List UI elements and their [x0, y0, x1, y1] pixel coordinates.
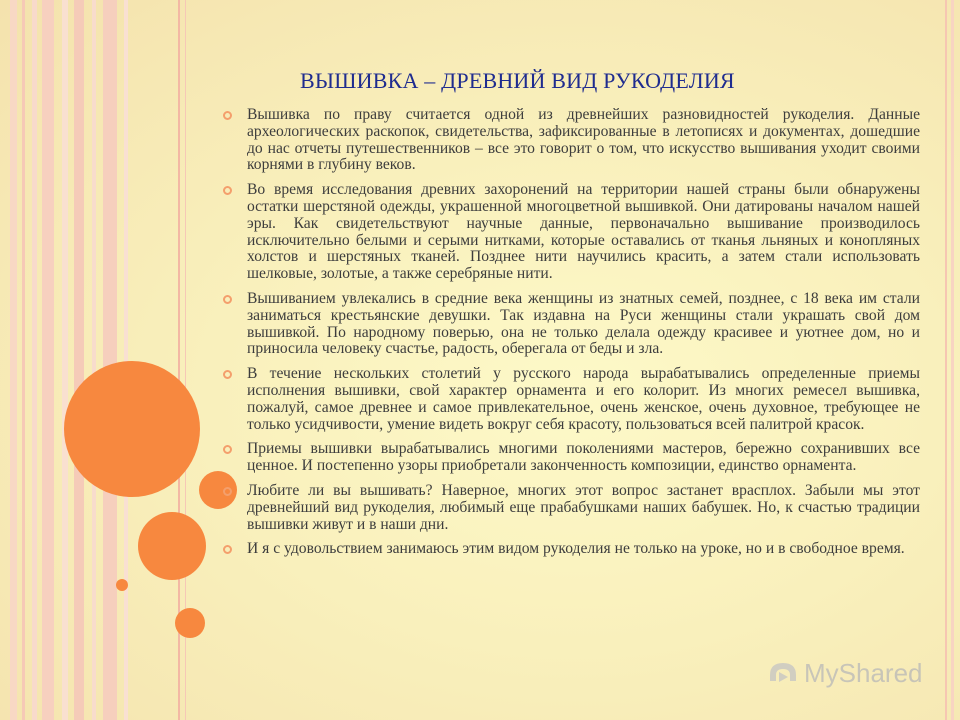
- stripe: [103, 0, 117, 720]
- paragraph: [222, 483, 920, 533]
- paragraph: [222, 541, 920, 558]
- bullet-ring-icon: [223, 487, 232, 496]
- stripe: [22, 0, 25, 720]
- myshared-logo-icon: [766, 659, 800, 689]
- watermark: [766, 658, 923, 689]
- paragraph: [222, 441, 920, 475]
- slide-title: ВЫШИВКА – ДРЕВНИЙ ВИД РУКОДЕЛИЯ: [300, 68, 735, 93]
- stripe: [74, 0, 84, 720]
- paragraph: [222, 291, 920, 358]
- bullet-ring-icon: [223, 111, 232, 120]
- decor-circle-small: [175, 608, 205, 638]
- paragraph: [222, 182, 920, 283]
- watermark-text: MyShared: [804, 658, 923, 688]
- paragraph-text: Во время исследования древних захоронений на территории нашей страны были обнаружены остатки шерстяной одежды, украшенной многоцветной вышивкой. Они датированы началом нашей эры. Как свидетельствуют научные данные, первоначально вышивание производилось исключительно белыми и серыми нитками, которые оставались от тканья льняных и конопляных холстов и шерстяных тканей. Позднее нити научились красить, а затем стали использовать шелковые, золотые, а также серебряные нити.: [247, 181, 920, 283]
- bullet-ring-icon: [223, 545, 232, 554]
- paragraph-text: Вышиванием увлекались в средние века женщины из знатных семей, позднее, с 18 века им стали заниматься крестьянские девушки. Так издавна на Руси женщины стали украшать свой дом вышивкой. По народному поверью, она не только делала одежду красивее и уютнее дом, но и приносила человеку счастье, радость, оберегала от беды и зла.: [247, 289, 920, 358]
- decor-circle-large: [64, 361, 200, 497]
- bullet-ring-icon: [223, 186, 232, 195]
- decor-circle-medium: [138, 512, 206, 580]
- stripe: [124, 0, 128, 720]
- decor-circle-tiny: [116, 579, 128, 591]
- paragraph-text: Вышивка по праву считается одной из древнейших разновидностей рукоделия. Данные археологических раскопок, свидетельства, зафиксированные в летописях и документах, дошедшие до нас отчеты путешественников – все это говорит о том, что искусство вышивания уходит своими корнями в глубину веков.: [247, 106, 920, 174]
- stripe: [62, 0, 68, 720]
- bullet-ring-icon: [223, 370, 232, 379]
- slide-body: [222, 107, 920, 566]
- bullet-ring-icon: [223, 295, 232, 304]
- paragraph-text: В течение нескольких столетий у русского народа вырабатывались определенные приемы исполнения вышивки, свой характер орнамента и его колорит. Из многих ремесел вышивка, пожалуй, самое древнее и самое привлекательное, очень женское, очень духовное, требующее не только усидчивости, умение видеть вокруг себя красоту, пользоваться всей палитрой красок.: [247, 365, 920, 433]
- stripe: [32, 0, 37, 720]
- stripe: [10, 0, 17, 720]
- stripe: [92, 0, 96, 720]
- bullet-ring-icon: [223, 445, 232, 454]
- paragraph: [222, 366, 920, 433]
- paragraph-text: И я с удовольствием занимаюсь этим видом рукоделия не только на уроке, но и в свободное время.: [247, 540, 905, 558]
- paragraph: [222, 107, 920, 174]
- paragraph-text: Приемы вышивки вырабатывались многими поколениями мастеров, бережно сохранивших все ценное. И постепенно узоры приобретали законченность композиции, единство орнамента.: [247, 440, 920, 475]
- paragraph-text: Любите ли вы вышивать? Наверное, многих этот вопрос застанет врасплох. Забыли мы этот древнейший вид рукоделия, любимый еще прабабушками наших бабушек. Но, к счастью традиции вышивки живут и в наши дни.: [247, 481, 920, 533]
- stripe: [945, 0, 947, 720]
- stripe: [42, 0, 54, 720]
- stripe: [951, 0, 954, 720]
